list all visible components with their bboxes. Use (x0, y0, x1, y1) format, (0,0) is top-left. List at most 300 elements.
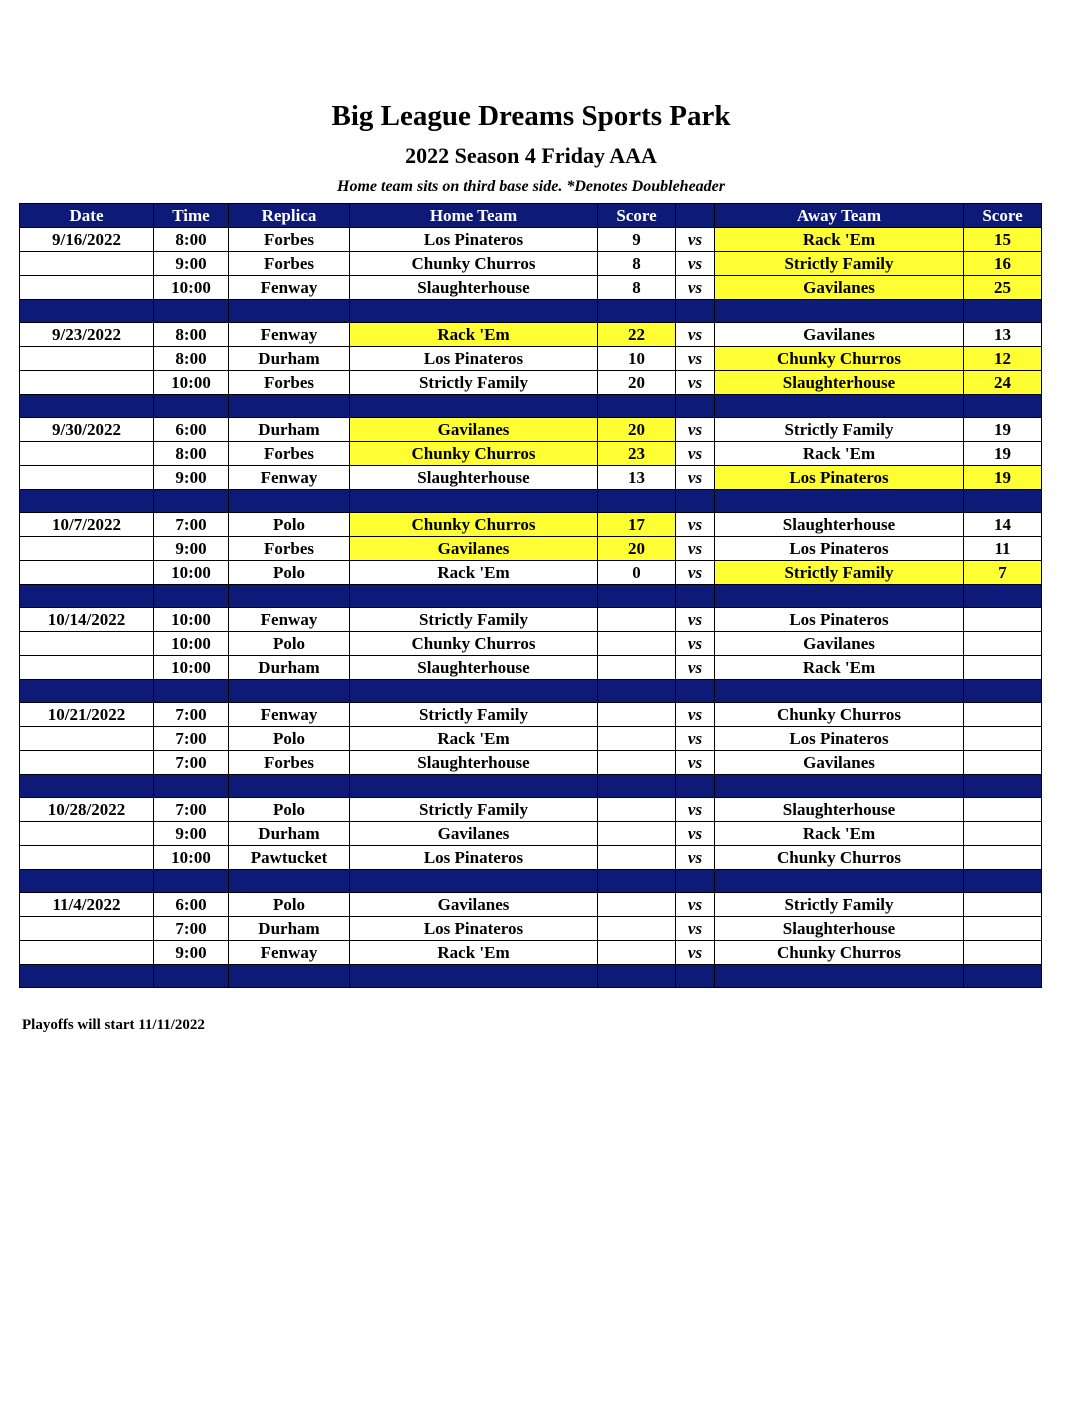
home-score-cell (598, 822, 676, 846)
time-cell: 9:00 (154, 941, 229, 965)
vs-cell: vs (676, 418, 715, 442)
separator-cell (154, 490, 229, 513)
away-score-cell: 19 (964, 466, 1042, 490)
replica-cell: Durham (229, 347, 350, 371)
replica-cell: Forbes (229, 252, 350, 276)
away-score-cell: 15 (964, 228, 1042, 252)
separator-cell (715, 395, 964, 418)
away-team-cell: Chunky Churros (715, 846, 964, 870)
vs-cell: vs (676, 276, 715, 300)
vs-cell: vs (676, 917, 715, 941)
table-row (20, 347, 1042, 371)
separator-cell (676, 680, 715, 703)
away-team-cell: Gavilanes (715, 751, 964, 775)
home-score-cell (598, 893, 676, 917)
home-team-cell: Strictly Family (350, 703, 598, 727)
separator-cell (229, 680, 350, 703)
separator-cell (964, 585, 1042, 608)
time-cell: 7:00 (154, 751, 229, 775)
replica-cell: Polo (229, 561, 350, 585)
date-cell (20, 822, 154, 846)
home-score-cell (598, 703, 676, 727)
away-team-cell: Rack 'Em (715, 228, 964, 252)
date-cell (20, 442, 154, 466)
vs-cell: vs (676, 893, 715, 917)
time-cell: 10:00 (154, 846, 229, 870)
home-score-cell: 20 (598, 418, 676, 442)
table-row (20, 537, 1042, 561)
separator-cell (350, 300, 598, 323)
away-team-cell: Rack 'Em (715, 442, 964, 466)
column-header-vs (676, 204, 715, 228)
away-team-cell: Strictly Family (715, 252, 964, 276)
replica-cell: Durham (229, 917, 350, 941)
home-team-cell: Chunky Churros (350, 513, 598, 537)
vs-cell: vs (676, 941, 715, 965)
away-team-cell: Los Pinateros (715, 466, 964, 490)
separator-cell (229, 585, 350, 608)
away-team-cell: Los Pinateros (715, 537, 964, 561)
away-score-cell (964, 846, 1042, 870)
separator-cell (598, 300, 676, 323)
schedule-note: Home team sits on third base side. *Denotes Doubleheader (337, 178, 725, 195)
home-team-cell: Gavilanes (350, 418, 598, 442)
away-team-cell: Slaughterhouse (715, 513, 964, 537)
replica-cell: Durham (229, 656, 350, 680)
time-cell: 10:00 (154, 276, 229, 300)
replica-cell: Polo (229, 893, 350, 917)
date-cell (20, 466, 154, 490)
away-score-cell (964, 608, 1042, 632)
away-team-cell: Strictly Family (715, 893, 964, 917)
home-score-cell: 8 (598, 276, 676, 300)
table-row (20, 703, 1042, 727)
home-team-cell: Los Pinateros (350, 917, 598, 941)
separator-cell (154, 680, 229, 703)
date-cell: 9/16/2022 (20, 228, 154, 252)
table-row (20, 513, 1042, 537)
table-row (20, 252, 1042, 276)
time-cell: 6:00 (154, 893, 229, 917)
table-row (20, 323, 1042, 347)
table-row (20, 371, 1042, 395)
replica-cell: Fenway (229, 323, 350, 347)
away-team-cell: Chunky Churros (715, 347, 964, 371)
replica-cell: Pawtucket (229, 846, 350, 870)
replica-cell: Durham (229, 418, 350, 442)
vs-cell: vs (676, 442, 715, 466)
replica-cell: Durham (229, 822, 350, 846)
away-score-cell: 24 (964, 371, 1042, 395)
home-score-cell (598, 751, 676, 775)
separator-cell (20, 490, 154, 513)
away-score-cell (964, 941, 1042, 965)
week-separator-row (20, 585, 1042, 608)
table-row (20, 276, 1042, 300)
separator-cell (598, 775, 676, 798)
table-row (20, 466, 1042, 490)
away-score-cell (964, 798, 1042, 822)
separator-cell (676, 300, 715, 323)
replica-cell: Polo (229, 727, 350, 751)
table-row (20, 822, 1042, 846)
vs-cell: vs (676, 608, 715, 632)
home-team-cell: Strictly Family (350, 371, 598, 395)
home-team-cell: Gavilanes (350, 893, 598, 917)
separator-cell (350, 585, 598, 608)
vs-cell: vs (676, 347, 715, 371)
week-separator-row (20, 965, 1042, 988)
away-team-cell: Chunky Churros (715, 703, 964, 727)
away-score-cell: 19 (964, 442, 1042, 466)
replica-cell: Polo (229, 513, 350, 537)
separator-cell (964, 395, 1042, 418)
schedule-body (20, 228, 1042, 988)
separator-cell (715, 775, 964, 798)
time-cell: 8:00 (154, 228, 229, 252)
replica-cell: Fenway (229, 703, 350, 727)
home-team-cell: Slaughterhouse (350, 751, 598, 775)
date-cell (20, 347, 154, 371)
time-cell: 8:00 (154, 323, 229, 347)
away-team-cell: Gavilanes (715, 276, 964, 300)
date-cell (20, 561, 154, 585)
separator-cell (154, 300, 229, 323)
separator-cell (20, 300, 154, 323)
replica-cell: Fenway (229, 941, 350, 965)
separator-cell (598, 965, 676, 988)
replica-cell: Forbes (229, 751, 350, 775)
separator-cell (598, 680, 676, 703)
table-row (20, 846, 1042, 870)
date-cell (20, 917, 154, 941)
home-score-cell: 9 (598, 228, 676, 252)
separator-cell (598, 870, 676, 893)
home-score-cell: 0 (598, 561, 676, 585)
separator-cell (598, 395, 676, 418)
table-header-row (20, 204, 1042, 228)
separator-cell (20, 775, 154, 798)
time-cell: 10:00 (154, 561, 229, 585)
vs-cell: vs (676, 727, 715, 751)
replica-cell: Forbes (229, 371, 350, 395)
away-team-cell: Slaughterhouse (715, 371, 964, 395)
vs-cell: vs (676, 513, 715, 537)
home-team-cell: Rack 'Em (350, 561, 598, 585)
away-score-cell: 14 (964, 513, 1042, 537)
separator-cell (154, 395, 229, 418)
column-header-home-team: Home Team (350, 204, 598, 228)
away-score-cell: 25 (964, 276, 1042, 300)
separator-cell (676, 870, 715, 893)
separator-cell (715, 965, 964, 988)
home-score-cell: 22 (598, 323, 676, 347)
replica-cell: Forbes (229, 537, 350, 561)
separator-cell (20, 870, 154, 893)
separator-cell (676, 775, 715, 798)
replica-cell: Forbes (229, 442, 350, 466)
date-cell (20, 537, 154, 561)
table-row (20, 656, 1042, 680)
date-cell (20, 632, 154, 656)
time-cell: 10:00 (154, 632, 229, 656)
home-team-cell: Slaughterhouse (350, 466, 598, 490)
away-team-cell: Chunky Churros (715, 941, 964, 965)
replica-cell: Fenway (229, 466, 350, 490)
table-row (20, 798, 1042, 822)
home-score-cell (598, 846, 676, 870)
vs-cell: vs (676, 228, 715, 252)
time-cell: 6:00 (154, 418, 229, 442)
away-score-cell: 7 (964, 561, 1042, 585)
separator-cell (715, 585, 964, 608)
week-separator-row (20, 870, 1042, 893)
home-team-cell: Rack 'Em (350, 941, 598, 965)
vs-cell: vs (676, 846, 715, 870)
home-team-cell: Chunky Churros (350, 632, 598, 656)
home-score-cell: 20 (598, 537, 676, 561)
separator-cell (154, 775, 229, 798)
home-score-cell: 17 (598, 513, 676, 537)
date-cell (20, 276, 154, 300)
date-cell (20, 846, 154, 870)
separator-cell (676, 585, 715, 608)
away-team-cell: Gavilanes (715, 323, 964, 347)
away-score-cell (964, 632, 1042, 656)
table-row (20, 893, 1042, 917)
vs-cell: vs (676, 703, 715, 727)
table-row (20, 418, 1042, 442)
vs-cell: vs (676, 466, 715, 490)
home-team-cell: Rack 'Em (350, 727, 598, 751)
time-cell: 7:00 (154, 917, 229, 941)
date-cell: 10/7/2022 (20, 513, 154, 537)
date-cell (20, 252, 154, 276)
date-cell: 10/28/2022 (20, 798, 154, 822)
date-cell: 10/21/2022 (20, 703, 154, 727)
vs-cell: vs (676, 323, 715, 347)
home-score-cell (598, 656, 676, 680)
home-team-cell: Slaughterhouse (350, 276, 598, 300)
separator-cell (20, 395, 154, 418)
separator-cell (20, 680, 154, 703)
away-score-cell: 13 (964, 323, 1042, 347)
away-team-cell: Strictly Family (715, 418, 964, 442)
away-team-cell: Los Pinateros (715, 727, 964, 751)
date-cell (20, 727, 154, 751)
away-score-cell (964, 893, 1042, 917)
separator-cell (154, 870, 229, 893)
time-cell: 7:00 (154, 513, 229, 537)
away-team-cell: Rack 'Em (715, 656, 964, 680)
home-score-cell (598, 727, 676, 751)
vs-cell: vs (676, 537, 715, 561)
vs-cell: vs (676, 632, 715, 656)
page-subtitle: 2022 Season 4 Friday AAA (405, 143, 657, 168)
vs-cell: vs (676, 656, 715, 680)
week-separator-row (20, 395, 1042, 418)
away-score-cell: 12 (964, 347, 1042, 371)
away-team-cell: Gavilanes (715, 632, 964, 656)
replica-cell: Polo (229, 798, 350, 822)
home-score-cell: 23 (598, 442, 676, 466)
separator-cell (229, 775, 350, 798)
time-cell: 7:00 (154, 703, 229, 727)
home-team-cell: Chunky Churros (350, 442, 598, 466)
separator-cell (350, 870, 598, 893)
separator-cell (229, 300, 350, 323)
away-score-cell: 11 (964, 537, 1042, 561)
replica-cell: Fenway (229, 608, 350, 632)
home-team-cell: Los Pinateros (350, 347, 598, 371)
separator-cell (598, 490, 676, 513)
date-cell (20, 941, 154, 965)
separator-cell (350, 775, 598, 798)
home-score-cell: 20 (598, 371, 676, 395)
separator-cell (350, 490, 598, 513)
playoffs-note: Playoffs will start 11/11/2022 (22, 1017, 205, 1033)
column-header-replica: Replica (229, 204, 350, 228)
date-cell (20, 656, 154, 680)
separator-cell (715, 490, 964, 513)
table-row (20, 751, 1042, 775)
vs-cell: vs (676, 751, 715, 775)
week-separator-row (20, 490, 1042, 513)
separator-cell (964, 775, 1042, 798)
vs-cell: vs (676, 371, 715, 395)
separator-cell (964, 870, 1042, 893)
week-separator-row (20, 300, 1042, 323)
away-team-cell: Los Pinateros (715, 608, 964, 632)
home-score-cell: 10 (598, 347, 676, 371)
vs-cell: vs (676, 798, 715, 822)
separator-cell (964, 680, 1042, 703)
time-cell: 9:00 (154, 537, 229, 561)
separator-cell (154, 965, 229, 988)
time-cell: 7:00 (154, 798, 229, 822)
away-score-cell: 19 (964, 418, 1042, 442)
date-cell (20, 751, 154, 775)
home-team-cell: Gavilanes (350, 537, 598, 561)
week-separator-row (20, 775, 1042, 798)
time-cell: 7:00 (154, 727, 229, 751)
away-team-cell: Slaughterhouse (715, 798, 964, 822)
column-header-away-team: Away Team (715, 204, 964, 228)
page-title: Big League Dreams Sports Park (331, 100, 731, 132)
table-row (20, 917, 1042, 941)
table-row (20, 561, 1042, 585)
column-header-date: Date (20, 204, 154, 228)
separator-cell (350, 395, 598, 418)
column-header-home-score: Score (598, 204, 676, 228)
separator-cell (715, 870, 964, 893)
time-cell: 9:00 (154, 822, 229, 846)
away-score-cell (964, 703, 1042, 727)
time-cell: 9:00 (154, 466, 229, 490)
column-header-away-score: Score (964, 204, 1042, 228)
home-team-cell: Los Pinateros (350, 846, 598, 870)
table-row (20, 941, 1042, 965)
separator-cell (964, 300, 1042, 323)
time-cell: 9:00 (154, 252, 229, 276)
separator-cell (598, 585, 676, 608)
table-row (20, 727, 1042, 751)
separator-cell (229, 965, 350, 988)
vs-cell: vs (676, 252, 715, 276)
time-cell: 10:00 (154, 608, 229, 632)
away-team-cell: Rack 'Em (715, 822, 964, 846)
home-score-cell: 8 (598, 252, 676, 276)
vs-cell: vs (676, 561, 715, 585)
date-cell (20, 371, 154, 395)
replica-cell: Polo (229, 632, 350, 656)
away-score-cell (964, 917, 1042, 941)
separator-cell (715, 680, 964, 703)
away-team-cell: Slaughterhouse (715, 917, 964, 941)
separator-cell (20, 965, 154, 988)
home-team-cell: Los Pinateros (350, 228, 598, 252)
home-score-cell: 13 (598, 466, 676, 490)
table-row (20, 228, 1042, 252)
vs-cell: vs (676, 822, 715, 846)
separator-cell (715, 300, 964, 323)
date-cell: 11/4/2022 (20, 893, 154, 917)
away-score-cell (964, 822, 1042, 846)
time-cell: 10:00 (154, 656, 229, 680)
home-team-cell: Strictly Family (350, 608, 598, 632)
away-team-cell: Strictly Family (715, 561, 964, 585)
separator-cell (229, 870, 350, 893)
home-score-cell (598, 917, 676, 941)
away-score-cell (964, 656, 1042, 680)
date-cell: 9/30/2022 (20, 418, 154, 442)
home-team-cell: Strictly Family (350, 798, 598, 822)
home-score-cell (598, 608, 676, 632)
separator-cell (676, 395, 715, 418)
column-header-time: Time (154, 204, 229, 228)
home-team-cell: Gavilanes (350, 822, 598, 846)
schedule-table (19, 203, 1042, 988)
away-score-cell (964, 727, 1042, 751)
table-row (20, 632, 1042, 656)
home-score-cell (598, 941, 676, 965)
date-cell: 9/23/2022 (20, 323, 154, 347)
separator-cell (350, 965, 598, 988)
replica-cell: Forbes (229, 228, 350, 252)
separator-cell (676, 490, 715, 513)
time-cell: 8:00 (154, 347, 229, 371)
table-row (20, 442, 1042, 466)
replica-cell: Fenway (229, 276, 350, 300)
home-score-cell (598, 632, 676, 656)
separator-cell (964, 490, 1042, 513)
separator-cell (350, 680, 598, 703)
home-team-cell: Chunky Churros (350, 252, 598, 276)
away-score-cell: 16 (964, 252, 1042, 276)
time-cell: 8:00 (154, 442, 229, 466)
separator-cell (154, 585, 229, 608)
date-cell: 10/14/2022 (20, 608, 154, 632)
separator-cell (676, 965, 715, 988)
separator-cell (964, 965, 1042, 988)
time-cell: 10:00 (154, 371, 229, 395)
home-team-cell: Rack 'Em (350, 323, 598, 347)
home-score-cell (598, 798, 676, 822)
separator-cell (20, 585, 154, 608)
table-row (20, 608, 1042, 632)
away-score-cell (964, 751, 1042, 775)
home-team-cell: Slaughterhouse (350, 656, 598, 680)
